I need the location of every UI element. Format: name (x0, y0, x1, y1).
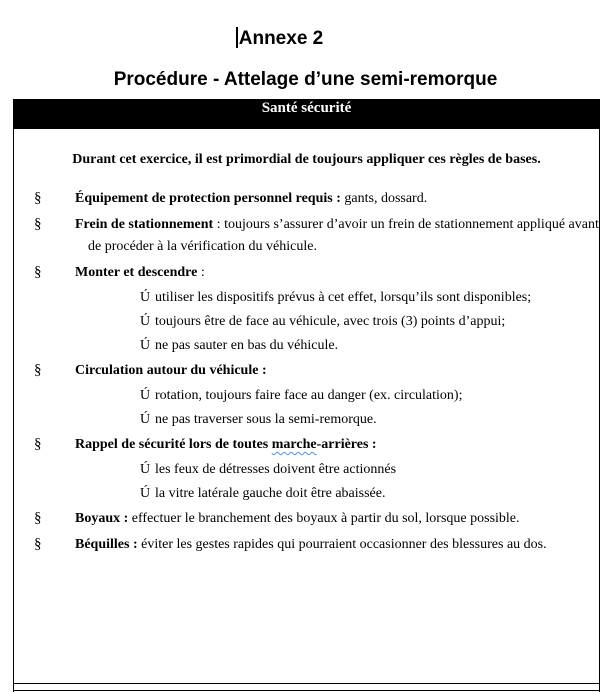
rule-text-segment: Frein de stationnement (75, 217, 214, 232)
rule-item (14, 533, 599, 556)
rule-text-segment: Béquilles : (75, 537, 138, 552)
spellcheck-flagged-text: marche (271, 437, 317, 452)
rule-text-segment: -arrières : (316, 437, 377, 452)
safety-rules-list (14, 187, 599, 556)
page-title-text: Annexe 2 (238, 28, 324, 49)
sub-rule-text: rotation, toujours faire face au danger (ex. circulation); (155, 388, 463, 403)
sub-rule-text: toujours être de face au véhicule, avec trois (3) points d’appui; (155, 314, 506, 329)
rule-text-segment: : toujours s’assurer d’avoir un frein de stationnement appliqué avant de procéder à la vérification du véhicule. (88, 217, 599, 254)
safety-panel (13, 99, 600, 684)
rule-text-segment: Monter et descendre (75, 265, 198, 280)
sub-rule-text: ne pas traverser sous la semi-remorque. (155, 412, 377, 427)
page-title (0, 27, 585, 50)
sub-rule-item (14, 409, 599, 431)
section-bullet: § (34, 536, 42, 552)
rule-item (14, 507, 599, 530)
sub-rule-item (14, 287, 599, 309)
section-bullet: § (34, 510, 42, 526)
panel-body (14, 149, 599, 556)
rule-item (14, 433, 599, 456)
sub-rule-text: les feux de détresses doivent être actionnés (155, 462, 397, 477)
sub-rule-bullet: Ú (140, 388, 151, 403)
sub-rule-item (14, 335, 599, 357)
section-bullet: § (34, 216, 42, 232)
rule-text-segment: : (197, 265, 205, 280)
intro-statement: Durant cet exercice, il est primordial de toujours appliquer ces règles de bases. (72, 152, 541, 167)
sub-rule-bullet: Ú (140, 486, 151, 501)
panel-header: Santé sécurité (14, 100, 599, 129)
rule-text-segment: éviter les gestes rapides qui pourraient occasionner des blessures au dos. (137, 537, 547, 552)
rule-text-segment: Équipement de protection personnel requis : (75, 191, 341, 206)
section-bullet: § (34, 264, 42, 280)
sub-rule-item (14, 459, 599, 481)
rule-text-segment: Rappel de sécurité lors de toutes (75, 437, 272, 452)
sub-rule-text: utiliser les dispositifs prévus à cet effet, lorsqu’ils sont disponibles; (155, 290, 532, 305)
rule-item (14, 213, 599, 258)
sub-rule-item (14, 385, 599, 407)
section-bullet: § (34, 190, 42, 206)
sub-rule-item (14, 311, 599, 333)
text-cursor (236, 27, 238, 48)
sub-rule-bullet: Ú (140, 314, 151, 329)
sub-rule-bullet: Ú (140, 412, 151, 427)
rule-text-segment: effectuer le branchement des boyaux à partir du sol, lorsque possible. (128, 511, 520, 526)
rule-text-segment: gants, dossard. (340, 191, 428, 206)
page-subtitle: Procédure - Attelage d’une semi-remorque (113, 69, 498, 90)
section-bullet: § (34, 362, 42, 378)
rule-text-segment: Boyaux : (75, 511, 129, 526)
rule-item (14, 359, 599, 382)
sub-rule-bullet: Ú (140, 290, 151, 305)
section-bullet: § (34, 436, 42, 452)
rule-item (14, 187, 599, 210)
rule-item (14, 261, 599, 284)
sub-rule-text: la vitre latérale gauche doit être abaissée. (155, 486, 386, 501)
sub-rule-text: ne pas sauter en bas du véhicule. (155, 338, 339, 353)
rule-text-segment: Circulation autour du véhicule : (75, 363, 267, 378)
sub-rule-bullet: Ú (140, 462, 151, 477)
sub-rule-bullet: Ú (140, 338, 151, 353)
sub-rule-item (14, 483, 599, 505)
